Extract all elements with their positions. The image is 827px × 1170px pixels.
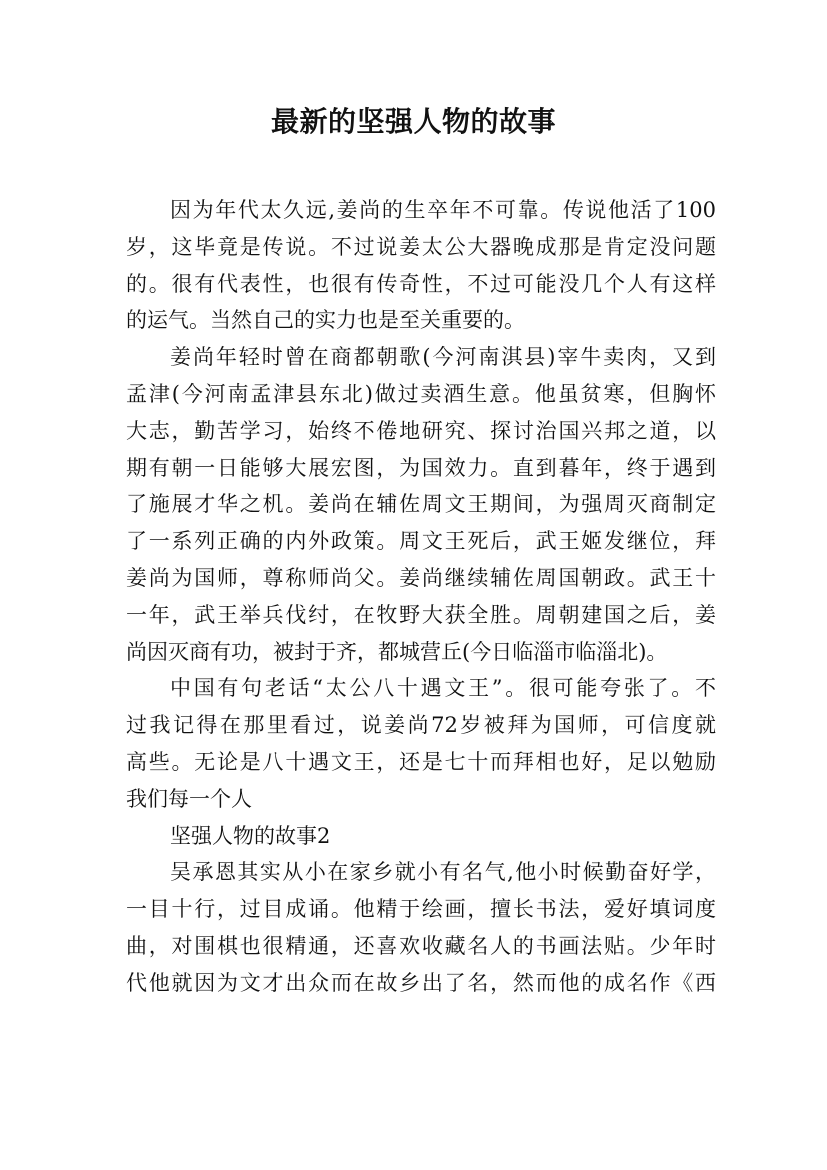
paragraph-2-line-4: 期有朝一日能够大展宏图，为国效力。直到暮年，终于遇到 bbox=[126, 455, 716, 480]
paragraph-1-line-2: 岁，这毕竟是传说。不过说姜太公大器晚成那是肯定没问题 bbox=[126, 234, 716, 259]
document-body bbox=[126, 192, 716, 1002]
paragraph-2-line-9: 尚因灭商有功，被封于齐，都城营丘(今日临淄市临淄北)。 bbox=[126, 639, 668, 664]
paragraph-3-line-4: 我们每一个人 bbox=[126, 786, 252, 811]
paragraph-2-line-5: 了施展才华之机。姜尚在辅佐周文王期间，为强周灭商制定 bbox=[126, 492, 716, 517]
paragraph-2-line-8: 一年，武王举兵伐纣，在牧野大获全胜。周朝建国之后，姜 bbox=[126, 602, 716, 627]
document-title: 最新的坚强人物的故事 bbox=[270, 105, 556, 138]
paragraph-5-line-2: 一目十行，过目成诵。他精于绘画，擅长书法，爱好填词度 bbox=[126, 897, 716, 922]
section-heading-2: 坚强人物的故事2 bbox=[170, 823, 331, 848]
paragraph-5-line-3: 曲，对围棋也很精通，还喜欢收藏名人的书画法贴。少年时 bbox=[126, 933, 716, 958]
paragraph-2-line-7: 姜尚为国师，尊称师尚父。姜尚继续辅佐周国朝政。武王十 bbox=[126, 565, 716, 590]
paragraph-1-line-3: 的。很有代表性，也很有传奇性，不过可能没几个人有这样 bbox=[126, 271, 716, 296]
paragraph-2-line-3: 大志，勤苦学习，始终不倦地研究、探讨治国兴邦之道，以 bbox=[126, 418, 716, 443]
paragraph-5-line-1: 吴承恩其实从小在家乡就小有名气,他小时候勤奋好学， bbox=[170, 860, 716, 885]
paragraph-2-line-1: 姜尚年轻时曾在商都朝歌(今河南淇县)宰牛卖肉，又到 bbox=[170, 345, 716, 370]
paragraph-3-line-3: 高些。无论是八十遇文王，还是七十而拜相也好，足以勉励 bbox=[126, 749, 716, 774]
paragraph-2-line-6: 了一系列正确的内外政策。周文王死后，武王姬发继位，拜 bbox=[126, 529, 716, 554]
paragraph-3-line-2: 过我记得在那里看过，说姜尚72岁被拜为国师，可信度就 bbox=[126, 713, 716, 738]
paragraph-3-line-1: 中国有句老话“太公八十遇文王”。很可能夸张了。不 bbox=[170, 676, 716, 701]
paragraph-1-line-1: 因为年代太久远,姜尚的生卒年不可靠。传说他活了100 bbox=[170, 198, 716, 222]
paragraph-5-line-4: 代他就因为文才出众而在故乡出了名，然而他的成名作《西 bbox=[126, 970, 716, 995]
paragraph-1-line-4: 的运气。当然自己的实力也是至关重要的。 bbox=[126, 308, 525, 333]
paragraph-2-line-2: 孟津(今河南孟津县东北)做过卖酒生意。他虽贫寒，但胸怀 bbox=[126, 381, 716, 406]
